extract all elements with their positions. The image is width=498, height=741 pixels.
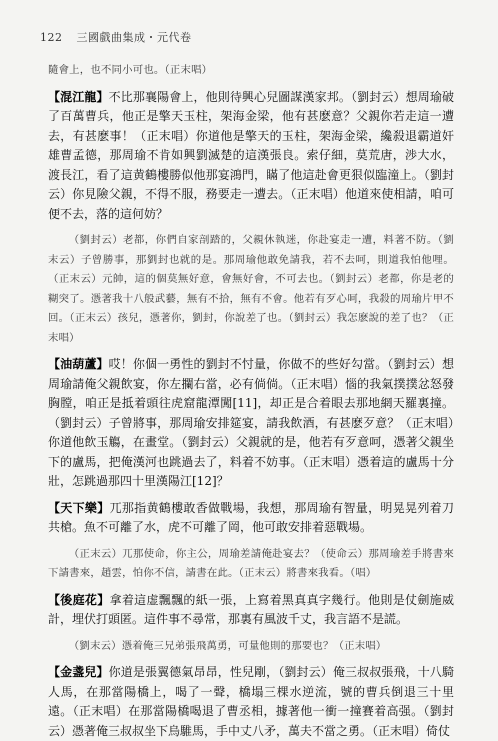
aria-paragraph: [48, 591, 454, 630]
tune-name: 【金盞兒】: [48, 665, 109, 679]
tune-name: 【油葫蘆】: [48, 357, 109, 371]
page-number: 122: [40, 31, 63, 44]
running-header: [40, 29, 460, 45]
tune-name: 【混江龍】: [48, 89, 109, 104]
paragraph-text: 兀那指黄鶴樓敢香做戰場，我想，那周瑜有智量，明晃晃列着刀共槍。魚不可離了水，虎不可離了岡，他可敢安排着惡戰場。: [48, 500, 454, 534]
paragraph-text: 你道是張翼德氣昂昂，性兒剛，（劉封云）俺三叔叔張飛，十八騎人馬，在那當陽橋上，喝了一聲，橋塌三棵水逆流，號的曹兵倒退三十里遠。（正末唱）在那當陽橋喝退了曹丞相，據著他一衝一撞賽着高强。（劉封云）憑著俺三叔叔坐下烏騅馬，手中丈八矛，萬夫不當之勇。（正末唱）倚仗: [48, 665, 454, 738]
paragraph-text: （正末云）兀那使命，你主公，周瑜差請俺赴宴去？（使命云）那周瑜差手將書來下請書來，趙雲，怕你不信，請書在此。（正末云）將書來我看。（唱）: [48, 547, 454, 579]
dialogue-paragraph: [48, 545, 454, 584]
dialogue-paragraph: [48, 231, 454, 348]
paragraph-text: 拿着這虚飄飄的紙一張，上寫着黑真真字幾行。他則是仗劍施威計，埋伏打頭匿。這件事不尋常，那裏有風波千丈，我言語不是謊。: [48, 592, 454, 626]
aria-paragraph: [48, 663, 454, 741]
paragraph-text: 隨會上，也不同小可也。（正末唱）: [48, 64, 213, 76]
book-title: 三國戲曲集成・元代卷: [76, 31, 192, 44]
aria-paragraph: [48, 499, 454, 538]
dialogue-paragraph: [48, 637, 454, 657]
aria-paragraph: [48, 88, 454, 225]
paragraph-text: 不比那襄陽會上，他則待興心兒圖謀漢家邦。（劉封云）想周瑜破了百萬曹兵，他正是擎天玉柱，架海金梁，他有甚麽意？父親你若走這一遭去，有甚麽事！（正末唱）你道他是擎天的玉柱，架海金梁，纔殺退霸道奸雄曹孟德，那周瑜不肯如興劉滅楚的這漢張良。索仔細，莫荒唐，渉大水，渡長江，看了這黄鶴樓勝似他那宴鴻門，瞞了他這赴會更狠似臨潼上。（劉封云）你見險父親，不得不服，務要走一遭去。（正末唱）他道來使相請，咱可便不去，落的這何妨？: [48, 89, 454, 221]
main-text: [48, 61, 454, 738]
paragraph-text: （劉封云）老都，你們自家剖踏的，父親休執迷，你赴宴走一遭，料著不防。（劉末云）子曾勝事，那劉封也就的是。那周瑜他敢免請我，若不去呵，則道我怕他哩。（正末云）元帥，這的個莫無好意，會無好會，不可去也。（劉封云）老都，你是老的糊突了。憑著我十八般武藝，無有不拾，無有不會。他若有歹心呵，我殺的周瑜片甲不回。（正末云）孩兒，憑著你，劉封，你說差了也。（劉封云）我怎麽說的差了也？（正末唱）: [48, 234, 454, 344]
paragraph-text: 哎！你個一勇性的劉封不忖量，你做不的些好勾當。（劉封云）想周瑜請俺父親飲宴，你左攔右當，必有倘倘。（正末唱）惱的我氣撲撲忿怒發胸膛，咱正是抵着頭往虎窟龍潭闖[11]，却正是合着眼去那地網天羅裏撞。（劉封云）子曾將事，那周瑜安排筵宴，請我飲酒，有甚麽歹意？（正末唱）你道他飲玉觴，在畫堂。（劉封云）父親就的是，他若有歹意呵，憑著父親坐下的盧馬，把俺漢河也跳過去了，料着不妨事。（正末唱）憑着這的盧馬十分壯，怎跳過那四十里漢陽江[12]？: [48, 357, 454, 488]
tune-name: 【天下樂】: [48, 500, 110, 515]
aria-paragraph: [48, 355, 454, 492]
paragraph-text: （劉末云）憑着俺三兄弟張飛萬勇，可量他則的那要也？（正末唱）: [68, 639, 387, 652]
tune-name: 【後庭花】: [48, 592, 110, 607]
dialogue-paragraph: [48, 61, 454, 81]
